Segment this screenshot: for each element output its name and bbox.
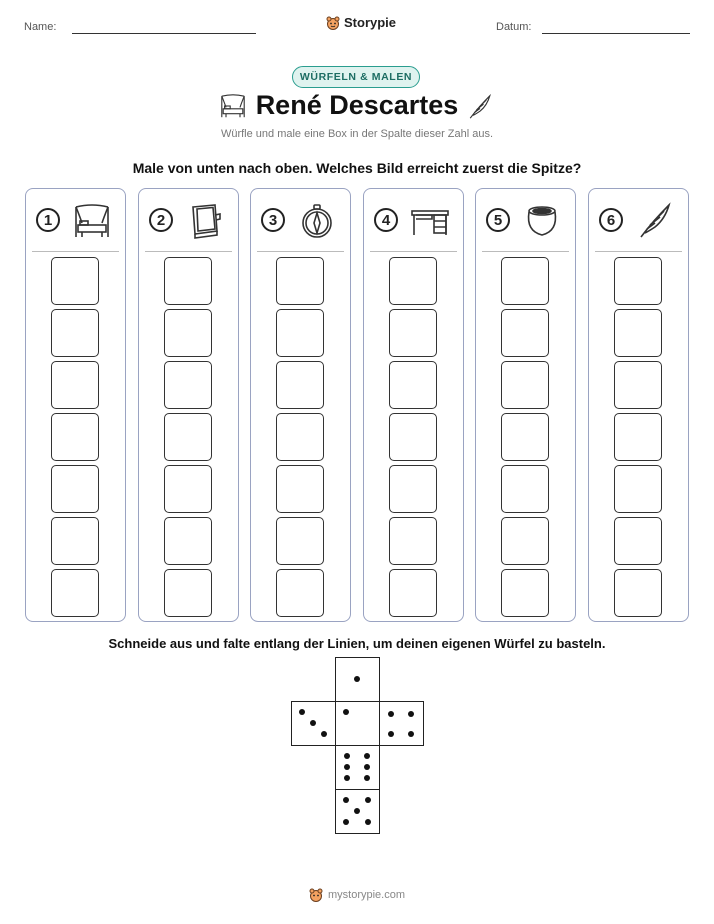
coloring-box[interactable]: [614, 309, 662, 357]
dice-column-4: [363, 188, 464, 622]
coloring-box[interactable]: [389, 309, 437, 357]
coloring-box[interactable]: [389, 569, 437, 617]
coloring-box[interactable]: [164, 465, 212, 513]
dice-column-1: [25, 188, 126, 622]
column-number: 2: [149, 208, 173, 232]
coloring-box[interactable]: [164, 569, 212, 617]
date-line[interactable]: [542, 33, 690, 34]
coloring-box[interactable]: [614, 257, 662, 305]
coloring-box[interactable]: [501, 309, 549, 357]
compass-icon: [297, 201, 337, 241]
brand-name: Storypie: [344, 15, 397, 30]
column-number: 3: [261, 208, 285, 232]
dice-face-1-top: [335, 657, 380, 702]
coloring-box[interactable]: [614, 465, 662, 513]
coloring-box[interactable]: [51, 361, 99, 409]
column-number: 4: [374, 208, 398, 232]
coloring-box[interactable]: [51, 569, 99, 617]
coloring-box[interactable]: [501, 257, 549, 305]
coloring-box[interactable]: [276, 257, 324, 305]
dice-pip: [344, 775, 350, 781]
column-number: 1: [36, 208, 60, 232]
dice-face-4: [379, 701, 424, 746]
column-divider: [482, 251, 569, 252]
dice-pip: [354, 676, 360, 682]
column-divider: [370, 251, 457, 252]
dice-pip: [321, 731, 327, 737]
storypie-logo-icon: [309, 888, 323, 902]
dice-pip: [408, 711, 414, 717]
date-label: Datum:: [496, 21, 532, 33]
quill-feather-icon: [635, 201, 675, 241]
coloring-box[interactable]: [276, 309, 324, 357]
page-title: René Descartes: [255, 90, 459, 120]
coloring-box[interactable]: [164, 517, 212, 565]
coloring-box[interactable]: [614, 569, 662, 617]
coloring-box[interactable]: [164, 361, 212, 409]
column-divider: [32, 251, 119, 252]
activity-badge: WÜRFELN & MALEN: [292, 66, 420, 88]
dice-pip: [365, 819, 371, 825]
coloring-box[interactable]: [614, 361, 662, 409]
dice-column-6: [588, 188, 689, 622]
dice-face-1-center: [335, 701, 380, 746]
dice-pip: [364, 753, 370, 759]
coloring-box[interactable]: [51, 413, 99, 461]
quill-feather-icon: [466, 92, 494, 122]
cut-instruction: Schneide aus und falte entlang der Linien, um deinen eigenen Würfel zu basteln.: [108, 636, 606, 651]
coloring-box[interactable]: [501, 569, 549, 617]
dice-face-5: [335, 789, 380, 834]
brand: [326, 15, 396, 30]
dice-pip: [299, 709, 305, 715]
coloring-box[interactable]: [501, 517, 549, 565]
name-label: Name:: [24, 21, 57, 33]
dice-pip: [364, 775, 370, 781]
coloring-box[interactable]: [501, 465, 549, 513]
dice-column-2: [138, 188, 239, 622]
dice-pip: [343, 819, 349, 825]
coloring-box[interactable]: [164, 309, 212, 357]
column-number: 6: [599, 208, 623, 232]
coloring-box[interactable]: [501, 413, 549, 461]
coloring-box[interactable]: [389, 517, 437, 565]
canopy-bed-icon: [72, 201, 112, 241]
column-divider: [257, 251, 344, 252]
dice-column-3: [250, 188, 351, 622]
dice-pip: [388, 711, 394, 717]
coloring-box[interactable]: [389, 465, 437, 513]
dice-pip: [343, 709, 349, 715]
coloring-box[interactable]: [501, 361, 549, 409]
coloring-box[interactable]: [164, 257, 212, 305]
coloring-box[interactable]: [389, 361, 437, 409]
dice-column-5: [475, 188, 576, 622]
storypie-logo-icon: [326, 16, 340, 30]
coloring-box[interactable]: [389, 413, 437, 461]
dice-pip: [344, 753, 350, 759]
dice-face-3: [291, 701, 336, 746]
coloring-box[interactable]: [389, 257, 437, 305]
coloring-box[interactable]: [51, 257, 99, 305]
subtitle: Würfle und male eine Box in der Spalte dieser Zahl aus.: [220, 128, 494, 140]
dice-face-6: [335, 745, 380, 790]
pot-icon: [522, 201, 562, 241]
coloring-box[interactable]: [614, 517, 662, 565]
dice-pip: [388, 731, 394, 737]
dice-pip: [344, 764, 350, 770]
column-number: 5: [486, 208, 510, 232]
column-divider: [145, 251, 232, 252]
column-divider: [595, 251, 682, 252]
coloring-box[interactable]: [614, 413, 662, 461]
coloring-box[interactable]: [276, 413, 324, 461]
coloring-box[interactable]: [276, 569, 324, 617]
coloring-box[interactable]: [51, 465, 99, 513]
book-icon: [185, 201, 225, 241]
footer: [0, 888, 714, 902]
name-line[interactable]: [72, 33, 256, 34]
coloring-box[interactable]: [276, 465, 324, 513]
coloring-box[interactable]: [51, 309, 99, 357]
dice-pip: [343, 797, 349, 803]
instruction: Male von unten nach oben. Welches Bild erreicht zuerst die Spitze?: [132, 160, 582, 176]
dice-pip: [408, 731, 414, 737]
coloring-box[interactable]: [51, 517, 99, 565]
dice-pip: [365, 797, 371, 803]
dice-pip: [310, 720, 316, 726]
coloring-box[interactable]: [276, 517, 324, 565]
coloring-box[interactable]: [164, 413, 212, 461]
footer-link[interactable]: mystorypie.com: [327, 889, 406, 901]
coloring-box[interactable]: [276, 361, 324, 409]
desk-icon: [410, 201, 450, 241]
dice-pip: [354, 808, 360, 814]
dice-pip: [364, 764, 370, 770]
